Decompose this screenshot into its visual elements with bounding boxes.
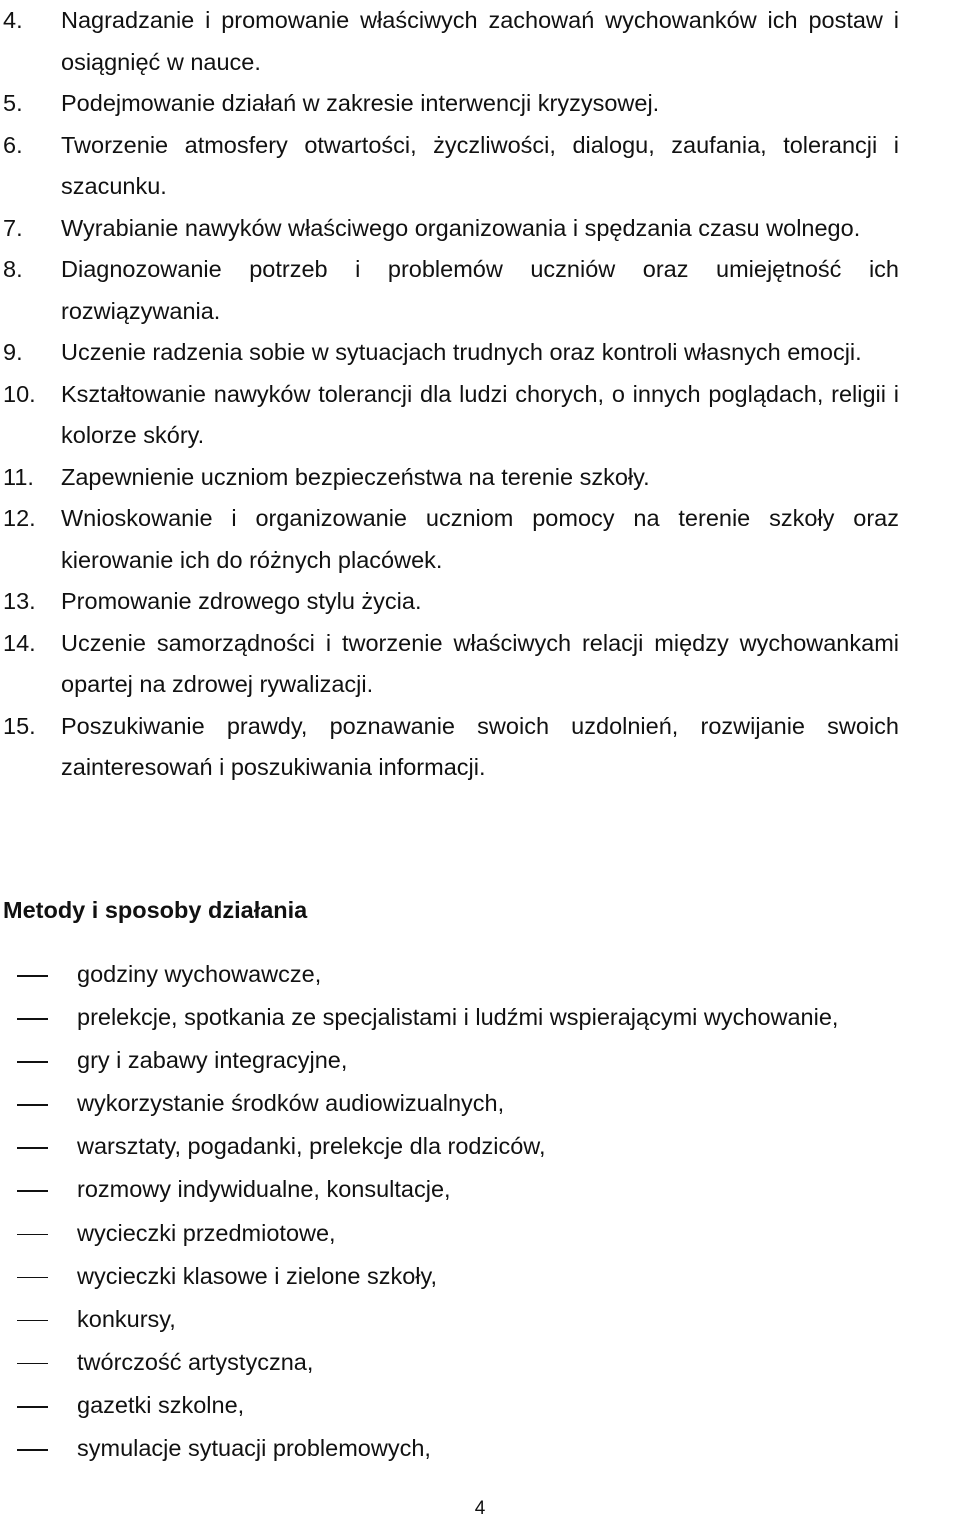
dash-icon [17,1406,48,1408]
page-number: 4 [474,1498,486,1519]
dash-icon [17,1018,48,1020]
method-text: godziny wychowawcze, [77,961,322,987]
method-text: wycieczki klasowe i zielone szkoły, [77,1262,438,1289]
item-number: 9. [3,339,23,365]
item-text: Wyrabianie nawyków właściwego organizowania i spędzania czasu wolnego. [61,214,861,241]
list-item [0,1428,960,1471]
dash-icon [17,1320,48,1322]
list-item [0,581,899,623]
method-text: wykorzystanie środków audiowizualnych, [77,1090,505,1117]
list-item [0,332,899,374]
item-text: Poszukiwanie prawdy, poznawanie swoich uzdolnień, rozwijanie swoich zainteresowań i poszukiwania informacji. [61,712,899,780]
item-text: Diagnozowanie potrzeb i problemów uczniów oraz umiejętność ich rozwiązywania. [61,256,899,324]
item-number: 6. [3,131,23,158]
method-text: symulacje sytuacji problemowych, [77,1435,431,1462]
method-text: rozmowy indywidualne, konsultacje, [77,1176,451,1203]
section-heading: Metody i sposoby działania [3,897,308,923]
item-number: 13. [3,588,36,614]
method-text: konkursy, [77,1305,176,1332]
method-text: gry i zabawy integracyjne, [77,1047,348,1074]
item-number: 4. [3,7,23,33]
list-item [0,125,899,208]
dash-icon [17,1277,48,1279]
list-item [0,1213,960,1256]
list-item [0,498,899,581]
method-text: twórczość artystyczna, [77,1348,314,1375]
dash-icon [17,975,48,977]
dash-icon [17,1104,48,1106]
method-text: prelekcje, spotkania ze specjalistami i ludźmi wspierającymi wychowanie, [77,1004,839,1031]
item-number: 15. [3,712,36,739]
item-text: Zapewnienie uczniom bezpieczeństwa na terenie szkoły. [61,463,650,490]
dash-icon [17,1190,48,1192]
list-item [0,954,960,997]
item-number: 8. [3,256,23,282]
item-number: 14. [3,629,36,656]
list-item [0,1083,960,1126]
list-item [0,1126,960,1169]
dash-icon [17,1363,48,1365]
item-text: Kształtowanie nawyków tolerancji dla ludzi chorych, o innych poglądach, religii i kolorze skóry. [61,380,899,448]
method-text: warsztaty, pogadanki, prelekcje dla rodziców, [77,1133,546,1160]
item-number: 10. [3,380,36,407]
list-item [0,1169,960,1212]
list-item [0,1256,960,1299]
item-number: 11. [3,463,34,490]
list-item [0,249,899,332]
item-number: 12. [3,505,36,531]
item-number: 7. [3,214,23,241]
list-item [0,1040,960,1083]
dash-icon [17,1061,48,1063]
list-item [0,208,899,250]
item-text: Podejmowanie działań w zakresie interwencji kryzysowej. [61,90,660,116]
methods-list [0,954,960,1471]
list-item [0,374,899,457]
item-text: Uczenie samorządności i tworzenie właściwych relacji między wychowankami opartej na zdrowej rywalizacji. [61,629,899,697]
list-item [0,1385,960,1428]
item-text: Nagradzanie i promowanie właściwych zachowań wychowanków ich postaw i osiągnięć w nauce. [61,7,899,75]
item-text: Promowanie zdrowego stylu życia. [61,588,422,614]
dash-icon [17,1147,48,1149]
item-text: Wnioskowanie i organizowanie uczniom pomocy na terenie szkoły oraz kierowanie ich do różnych placówek. [61,505,899,573]
item-text: Uczenie radzenia sobie w sytuacjach trudnych oraz kontroli własnych emocji. [61,339,862,365]
method-text: gazetki szkolne, [77,1391,245,1418]
dash-icon [17,1449,48,1451]
method-text: wycieczki przedmiotowe, [77,1219,336,1246]
list-item [0,623,899,706]
list-item [0,457,899,499]
list-item [0,1299,960,1342]
list-item [0,1342,960,1385]
list-item [0,83,899,125]
list-item [0,706,899,789]
item-number: 5. [3,90,23,116]
dash-icon [17,1234,48,1236]
list-item [0,997,960,1040]
list-item [0,0,899,83]
item-text: Tworzenie atmosfery otwartości, życzliwości, dialogu, zaufania, tolerancji i szacunku. [61,131,899,199]
